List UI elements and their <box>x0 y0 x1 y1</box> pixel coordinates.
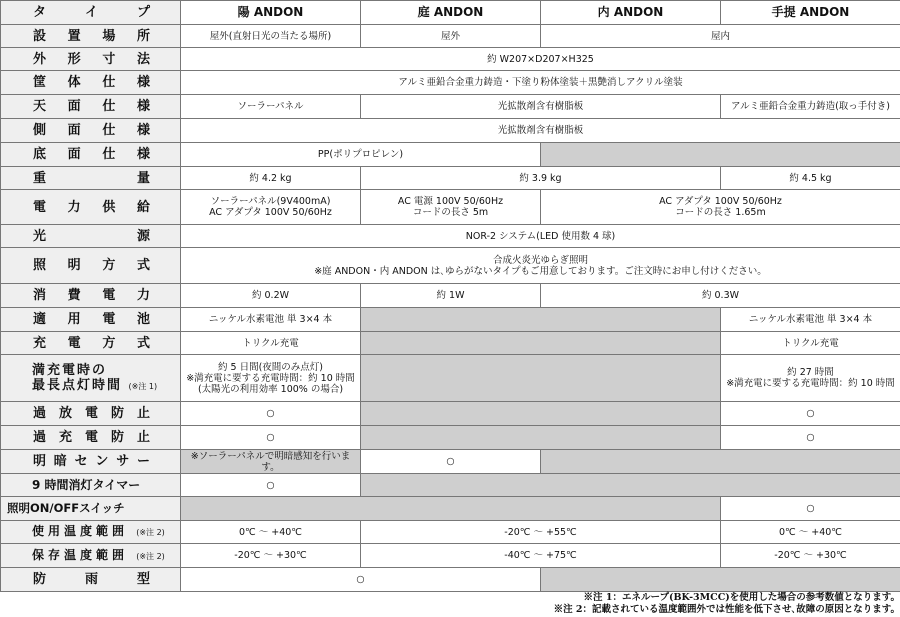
label-char: 電 <box>102 288 116 303</box>
cell-charge-na <box>361 332 721 355</box>
cell-battery-yo: ニッケル水素電池 単 3×4 本 <box>181 308 361 332</box>
type-label <box>1 1 181 25</box>
label-char: 源 <box>136 228 150 244</box>
label-char: 所 <box>136 28 150 44</box>
label-timer: 9 時間消灯タイマー <box>1 474 181 497</box>
cell-switch-na <box>181 497 721 521</box>
label-char: 面 <box>67 147 81 162</box>
row-maxtime <box>1 355 900 402</box>
label-consumption <box>1 284 181 308</box>
label-char: 型 <box>136 572 150 587</box>
label-char: 力 <box>67 199 81 215</box>
cell-overcharge-yo: ○ <box>181 426 361 450</box>
label-charge <box>1 332 181 355</box>
label-char: 式 <box>136 335 150 351</box>
label-char: 電 <box>33 199 47 215</box>
label-char: ー <box>136 454 150 469</box>
label-char: 様 <box>136 123 150 138</box>
cell-location-niwa: 屋外 <box>361 25 541 48</box>
row-weight <box>1 167 900 190</box>
cell-body: アルミ亜鉛合金重力鋳造・下塗り粉体塗装＋黒艶消しアクリル塗装 <box>181 71 900 95</box>
label-char: 天 <box>33 99 47 114</box>
row-location <box>1 25 900 48</box>
row-bottom <box>1 143 900 167</box>
type-uchi: 内 ANDON <box>541 1 721 25</box>
cell-bottom-na <box>541 143 900 167</box>
label-char: ン <box>95 454 109 469</box>
label-char: 面 <box>67 123 81 138</box>
cell-weight-mid: 約 3.9 kg <box>361 167 721 190</box>
cell-timer-yo: ○ <box>181 474 361 497</box>
label-battery <box>1 308 181 332</box>
row-method <box>1 248 900 284</box>
cell-sensor-niwa: ○ <box>361 450 541 474</box>
cell-charge-yo: トリクル充電 <box>181 332 361 355</box>
label-overdischarge <box>1 402 181 426</box>
label-char: 防 <box>110 406 124 421</box>
row-usetemp <box>1 521 900 544</box>
label-char: 法 <box>136 51 150 67</box>
label-body <box>1 71 181 95</box>
cell-top-tesage: アルミ亜鉛合金重力鋳造(取っ手付き) <box>721 95 900 119</box>
label-char: 場 <box>102 28 116 44</box>
cell-switch-tesage: ○ <box>721 497 900 521</box>
row-light <box>1 225 900 248</box>
row-consumption <box>1 284 900 308</box>
cell-method: 合成火炎光ゆらぎ照明 ※庭 ANDON・内 ANDON は､ゆらがないタイプもご用意しております。ご注文時にお申し付けください。 <box>181 248 900 284</box>
cell-bottom-yo-niwa: PP(ポリプロピレン) <box>181 143 541 167</box>
cell-storetemp-yo: -20℃ 〜 +30℃ <box>181 544 361 568</box>
row-rain <box>1 568 900 592</box>
cell-overdischarge-tesage: ○ <box>721 402 900 426</box>
cell-charge-tesage: トリクル充電 <box>721 332 900 355</box>
cell-timer-na <box>361 474 900 497</box>
row-sensor <box>1 450 900 474</box>
label-char: 電 <box>67 335 81 351</box>
label-bottom <box>1 143 181 167</box>
cell-top-mid: 光拡散剤含有樹脂板 <box>361 95 721 119</box>
label-char: 仕 <box>102 147 116 162</box>
cell-overcharge-na <box>361 426 721 450</box>
label-char: 供 <box>102 199 116 215</box>
label-char: 止 <box>136 430 150 445</box>
label-char: 形 <box>67 51 81 67</box>
label-sensor <box>1 450 181 474</box>
label-method <box>1 248 181 284</box>
label-char: 池 <box>136 312 150 327</box>
label-char: 過 <box>33 406 47 421</box>
label-char: 電 <box>102 312 116 327</box>
cell-maxtime-yo: 約 5 日間(夜間のみ点灯) ※満充電に要する充電時間：約 10 時間 (太陽光の利用効率 100% の場合) <box>181 355 361 402</box>
cell-battery-na <box>361 308 721 332</box>
label-char: 止 <box>136 406 150 421</box>
label-overcharge <box>1 426 181 450</box>
label-char: 用 <box>67 312 81 327</box>
row-switch <box>1 497 900 521</box>
cell-location-uchi-tesage: 屋内 <box>541 25 900 48</box>
label-power <box>1 190 181 225</box>
label-char: 光 <box>33 228 47 244</box>
label-char: サ <box>116 454 130 469</box>
label-size <box>1 48 181 71</box>
label-location <box>1 25 181 48</box>
type-yo: 陽 ANDON <box>181 1 361 25</box>
label-char: 体 <box>67 75 81 90</box>
label-char: 明 <box>67 258 81 273</box>
label-char: 量 <box>136 170 150 186</box>
label-char: 適 <box>33 312 47 327</box>
cell-usetemp-yo: 0℃ 〜 +40℃ <box>181 521 361 544</box>
cell-power-uchi-tesage: AC アダプタ 100V 50/60Hz コードの長さ 1.65m <box>541 190 900 225</box>
row-battery <box>1 308 900 332</box>
label-char: 充 <box>58 430 72 445</box>
label-char: 電 <box>84 406 98 421</box>
label-char: 防 <box>110 430 124 445</box>
cell-side: 光拡散剤含有樹脂板 <box>181 119 900 143</box>
label-char: セ <box>74 454 88 469</box>
label-char: 重 <box>33 170 47 186</box>
cell-overdischarge-na <box>361 402 721 426</box>
row-overcharge <box>1 426 900 450</box>
label-char: 力 <box>136 288 150 303</box>
label-char: 暗 <box>53 454 67 469</box>
row-top <box>1 95 900 119</box>
cell-rain-yo-niwa: ○ <box>181 568 541 592</box>
label-char: 照 <box>33 258 47 273</box>
cell-storetemp-tesage: -20℃ 〜 +30℃ <box>721 544 900 568</box>
footnote-1: ※注 1：エネループ(BK-3MCC)を使用した場合の参考数値となります。 <box>583 592 900 603</box>
label-char: 仕 <box>102 99 116 114</box>
cell-battery-tesage: ニッケル水素電池 単 3×4 本 <box>721 308 900 332</box>
label-char: 費 <box>67 288 81 303</box>
label-char: 過 <box>33 430 47 445</box>
label-char: 様 <box>136 147 150 162</box>
label-side <box>1 119 181 143</box>
cell-sensor-yo: ※ソーラーパネルで明暗感知を行います。 <box>181 450 361 474</box>
label-char: タ <box>33 5 47 20</box>
label-char: 消 <box>33 288 47 303</box>
cell-sensor-na <box>541 450 900 474</box>
row-timer <box>1 474 900 497</box>
cell-consumption-yo: 約 0.2W <box>181 284 361 308</box>
label-char: 様 <box>136 99 150 114</box>
row-side <box>1 119 900 143</box>
row-charge <box>1 332 900 355</box>
row-storetemp <box>1 544 900 568</box>
cell-maxtime-tesage: 約 27 時間 ※満充電に要する充電時間：約 10 時間 <box>721 355 900 402</box>
row-power <box>1 190 900 225</box>
label-char: 外 <box>33 51 47 67</box>
cell-light: NOR-2 システム(LED 使用数 4 球) <box>181 225 900 248</box>
cell-overdischarge-yo: ○ <box>181 402 361 426</box>
label-char: 面 <box>67 99 81 114</box>
footnotes <box>0 592 900 616</box>
label-char: 仕 <box>102 123 116 138</box>
cell-power-niwa: AC 電源 100V 50/60Hz コードの長さ 5m <box>361 190 541 225</box>
label-char: 様 <box>136 75 150 90</box>
label-usetemp: 使用温度範囲 (※注 2) <box>1 521 181 544</box>
cell-usetemp-tesage: 0℃ 〜 +40℃ <box>721 521 900 544</box>
type-niwa: 庭 ANDON <box>361 1 541 25</box>
label-storetemp: 保存温度範囲 (※注 2) <box>1 544 181 568</box>
label-char: プ <box>136 5 150 20</box>
footnote-2: ※注 2：記載されている温度範囲外では性能を低下させ､故障の原因となります。 <box>553 604 900 615</box>
label-light <box>1 225 181 248</box>
cell-top-yo: ソーラーパネル <box>181 95 361 119</box>
row-size <box>1 48 900 71</box>
cell-size: 約 W207×D207×H325 <box>181 48 900 71</box>
cell-storetemp-mid: -40℃ 〜 +75℃ <box>361 544 721 568</box>
label-char: 式 <box>136 258 150 273</box>
cell-weight-yo: 約 4.2 kg <box>181 167 361 190</box>
row-overdischarge <box>1 402 900 426</box>
cell-maxtime-na <box>361 355 721 402</box>
label-char: 側 <box>33 123 47 138</box>
spaced-label <box>1 5 180 20</box>
label-char: 仕 <box>102 75 116 90</box>
label-char: 充 <box>33 335 47 351</box>
label-char: 方 <box>102 258 116 273</box>
label-char: 置 <box>67 28 81 44</box>
label-char: 放 <box>58 406 72 421</box>
cell-location-yo: 屋外(直射日光の当たる場所) <box>181 25 361 48</box>
label-char: 電 <box>84 430 98 445</box>
cell-weight-tesage: 約 4.5 kg <box>721 167 900 190</box>
label-rain <box>1 568 181 592</box>
cell-consumption-uchi-tesage: 約 0.3W <box>541 284 900 308</box>
label-char: 給 <box>136 199 150 215</box>
label-char: 明 <box>33 454 47 469</box>
label-char: 設 <box>33 28 47 44</box>
label-top <box>1 95 181 119</box>
label-char: 防 <box>33 572 47 587</box>
label-char: 底 <box>33 147 47 162</box>
label-char: イ <box>84 5 98 20</box>
cell-overcharge-tesage: ○ <box>721 426 900 450</box>
cell-power-yo: ソーラーパネル(9V400mA) AC アダプタ 100V 50/60Hz <box>181 190 361 225</box>
cell-usetemp-mid: -20℃ 〜 +55℃ <box>361 521 721 544</box>
label-char: 雨 <box>84 572 98 587</box>
row-body <box>1 71 900 95</box>
cell-consumption-niwa: 約 1W <box>361 284 541 308</box>
type-tesage: 手提 ANDON <box>721 1 900 25</box>
label-char: 寸 <box>102 51 116 67</box>
label-weight <box>1 167 181 190</box>
label-char: 方 <box>102 335 116 351</box>
label-char: 筐 <box>33 75 47 90</box>
header-row <box>1 1 900 25</box>
label-switch: 照明ON/OFFスイッチ <box>1 497 181 521</box>
cell-rain-na <box>541 568 900 592</box>
label-maxtime: 満充電時の 最長点灯時間 (※注 1) <box>1 355 181 402</box>
